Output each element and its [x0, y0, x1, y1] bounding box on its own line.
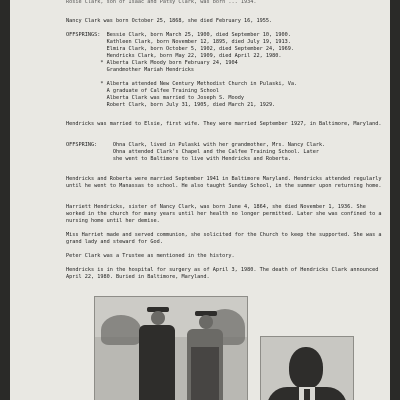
- group-photo: [94, 296, 248, 400]
- portrait-head: [289, 347, 323, 389]
- offsprings-line: * Alberta attended New Century Methodist Church in Pulaski, Va.: [66, 81, 298, 87]
- harriett-para: Harriett Hendricks, sister of Nancy Clark, was born June 4, 1864, she died November 1, 1936. She worked in the church for many years until her health no longer permitted. Later she was confined to a nursing home until her demise.: [66, 204, 385, 224]
- photo-person-head: [151, 311, 165, 325]
- top-fragment: Rosie Clark, son of Isaac and Patsy Clark, was born ... 1934.: [66, 0, 257, 5]
- portrait-tie: [304, 389, 310, 400]
- photo-tree: [101, 315, 141, 345]
- nancy-birth-line: Nancy Clark was born October 25, 1868, she died February 16, 1955.: [66, 18, 273, 24]
- document-page: [10, 0, 390, 400]
- offspring-line: she went to Baltimore to live with Hendricks and Roberta.: [66, 156, 291, 162]
- offsprings-line: Alberta Clark was married to Joseph S. Moody: [66, 95, 245, 101]
- offsprings-line: Robert Clark, born July 31, 1905, died March 21, 1929.: [66, 102, 276, 108]
- offsprings-line: Hendricks Clark, born May 22, 1909, died April 22, 1980.: [66, 53, 282, 59]
- hendricks-married-para: Hendricks was married to Elsie, first wife. They were married September 1927, in Baltimore, Maryland.: [66, 121, 382, 127]
- portrait-photo: [260, 336, 354, 400]
- offspring-line: Ohna attended Clark's Chapel and the Calfee Training School. Later: [66, 149, 319, 155]
- offsprings-line: Kathleen Clark, born November 12, 1895, died July 19, 1913.: [66, 39, 291, 45]
- offspring-line: OFFSPRING: Ohna Clark, lived in Pulaski with her grandmother, Mrs. Nancy Clark.: [66, 142, 326, 148]
- miss-harriet-para: Miss Harriet made and served communion, she solicited for the Church to keep the supported. She was a grand lady and steward for God.: [66, 232, 385, 245]
- photo-person-coat: [139, 325, 175, 400]
- hospital-para: Hendricks is in the hospital for surgery as of April 3, 1980. The death of Hendricks Clark announced April 22, 1980. Buried in Baltimore, Maryland.: [66, 267, 382, 280]
- peter-line: Peter Clark was a Trustee as mentioned in the history.: [66, 253, 235, 259]
- photo-person-head: [199, 315, 213, 329]
- photo-person-shadow: [191, 347, 219, 400]
- roberta-para: Hendricks and Roberta were married September 1941 in Baltimore Maryland. Hendricks attended regularly until he went to Manassas to school. He also taught Sunday School, in the summer upon returning home.: [66, 176, 385, 189]
- offsprings-line: Elmira Clark, born October 5, 1902, died September 24, 1969.: [66, 46, 294, 52]
- offsprings-line: A graduate of Calfee Training School: [66, 88, 220, 94]
- offsprings-line: Grandmother Mariah Hendricks: [66, 67, 195, 73]
- offsprings-line: OFFSPRINGS: Bessie Clark, born March 25, 1900, died September 10, 1900.: [66, 32, 291, 38]
- offsprings-line: * Alberta Clark Moody born February 24, 1904: [66, 60, 238, 66]
